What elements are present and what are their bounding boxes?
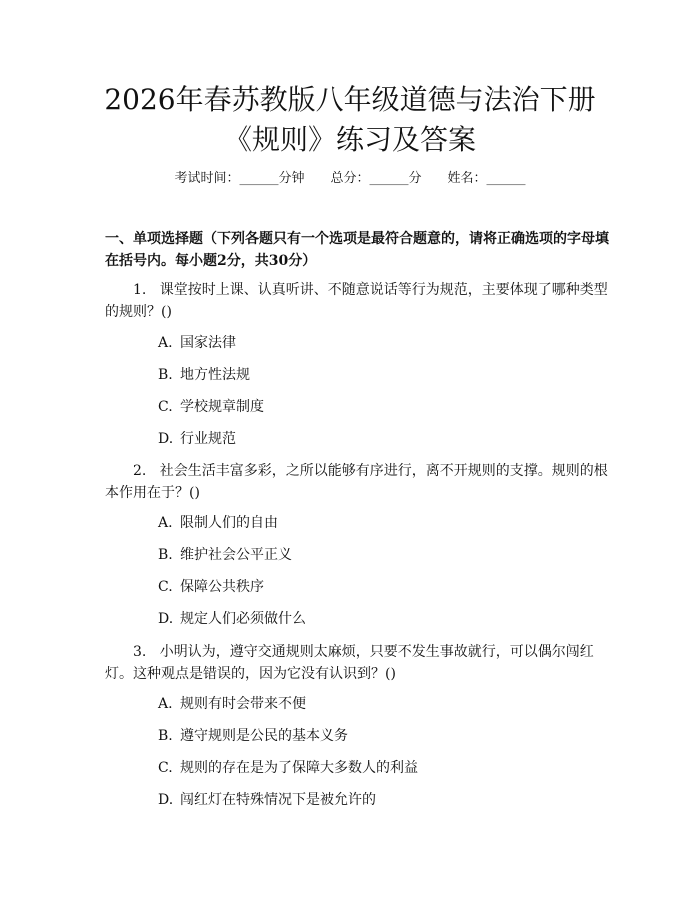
option-letter: D. [158,611,174,627]
option-letter: A. [158,515,173,531]
option-b [158,365,608,385]
option-a [158,694,608,714]
option-letter: B. [158,367,173,383]
document-title: 2026年春苏教版八年级道德与法治下册《规则》练习及答案 [104,83,596,156]
question-stem [105,279,610,323]
question-stem [105,641,610,685]
option-d [158,429,608,449]
option-d [158,790,608,810]
option-text: 闯红灯在特殊情况下是被允许的 [180,792,376,808]
option-text: 规定人们必须做什么 [180,611,306,627]
question-text: 社会生活丰富多彩，之所以能够有序进行，离不开规则的支撑。规则的根本作用在于？() [105,463,608,501]
question-number: 2. [133,463,147,479]
exam-info-line: 考试时间：______分钟 总分：______分 姓名：______ [174,171,526,186]
option-c [158,577,608,597]
option-letter: C. [158,760,173,776]
option-letter: D. [158,792,174,808]
option-letter: A. [158,696,173,712]
option-text: 国家法律 [180,335,236,351]
option-letter: B. [158,547,173,563]
option-text: 保障公共秩序 [180,579,264,595]
option-text: 地方性法规 [180,367,250,383]
question-number: 3. [133,644,147,660]
question-number: 1. [133,282,147,298]
section-header: 一、单项选择题（下列各题只有一个选项是最符合题意的，请将正确选项的字母填在括号内。每小题2分，共30分） [105,231,609,269]
option-letter: C. [158,399,173,415]
option-letter: C. [158,579,173,595]
option-text: 限制人们的自由 [180,515,278,531]
option-text: 维护社会公平正义 [180,547,292,563]
option-d [158,609,608,629]
question-stem [105,460,610,504]
option-a [158,333,608,353]
option-letter: B. [158,728,173,744]
option-c [158,397,608,417]
option-c [158,758,608,778]
option-a [158,513,608,533]
option-text: 学校规章制度 [180,399,264,415]
option-letter: A. [158,335,173,351]
option-letter: D. [158,431,174,447]
option-b [158,726,608,746]
question-text: 小明认为，遵守交通规则太麻烦，只要不发生事故就行，可以偶尔闯红灯。这种观点是错误的，因为它没有认识到？() [105,644,594,682]
question-text: 课堂按时上课、认真听讲、不随意说话等行为规范，主要体现了哪种类型的规则？() [105,282,608,320]
option-text: 行业规范 [180,431,236,447]
option-text: 规则有时会带来不便 [180,696,306,712]
option-text: 遵守规则是公民的基本义务 [180,728,348,744]
option-b [158,545,608,565]
option-text: 规则的存在是为了保障大多数人的利益 [180,760,418,776]
